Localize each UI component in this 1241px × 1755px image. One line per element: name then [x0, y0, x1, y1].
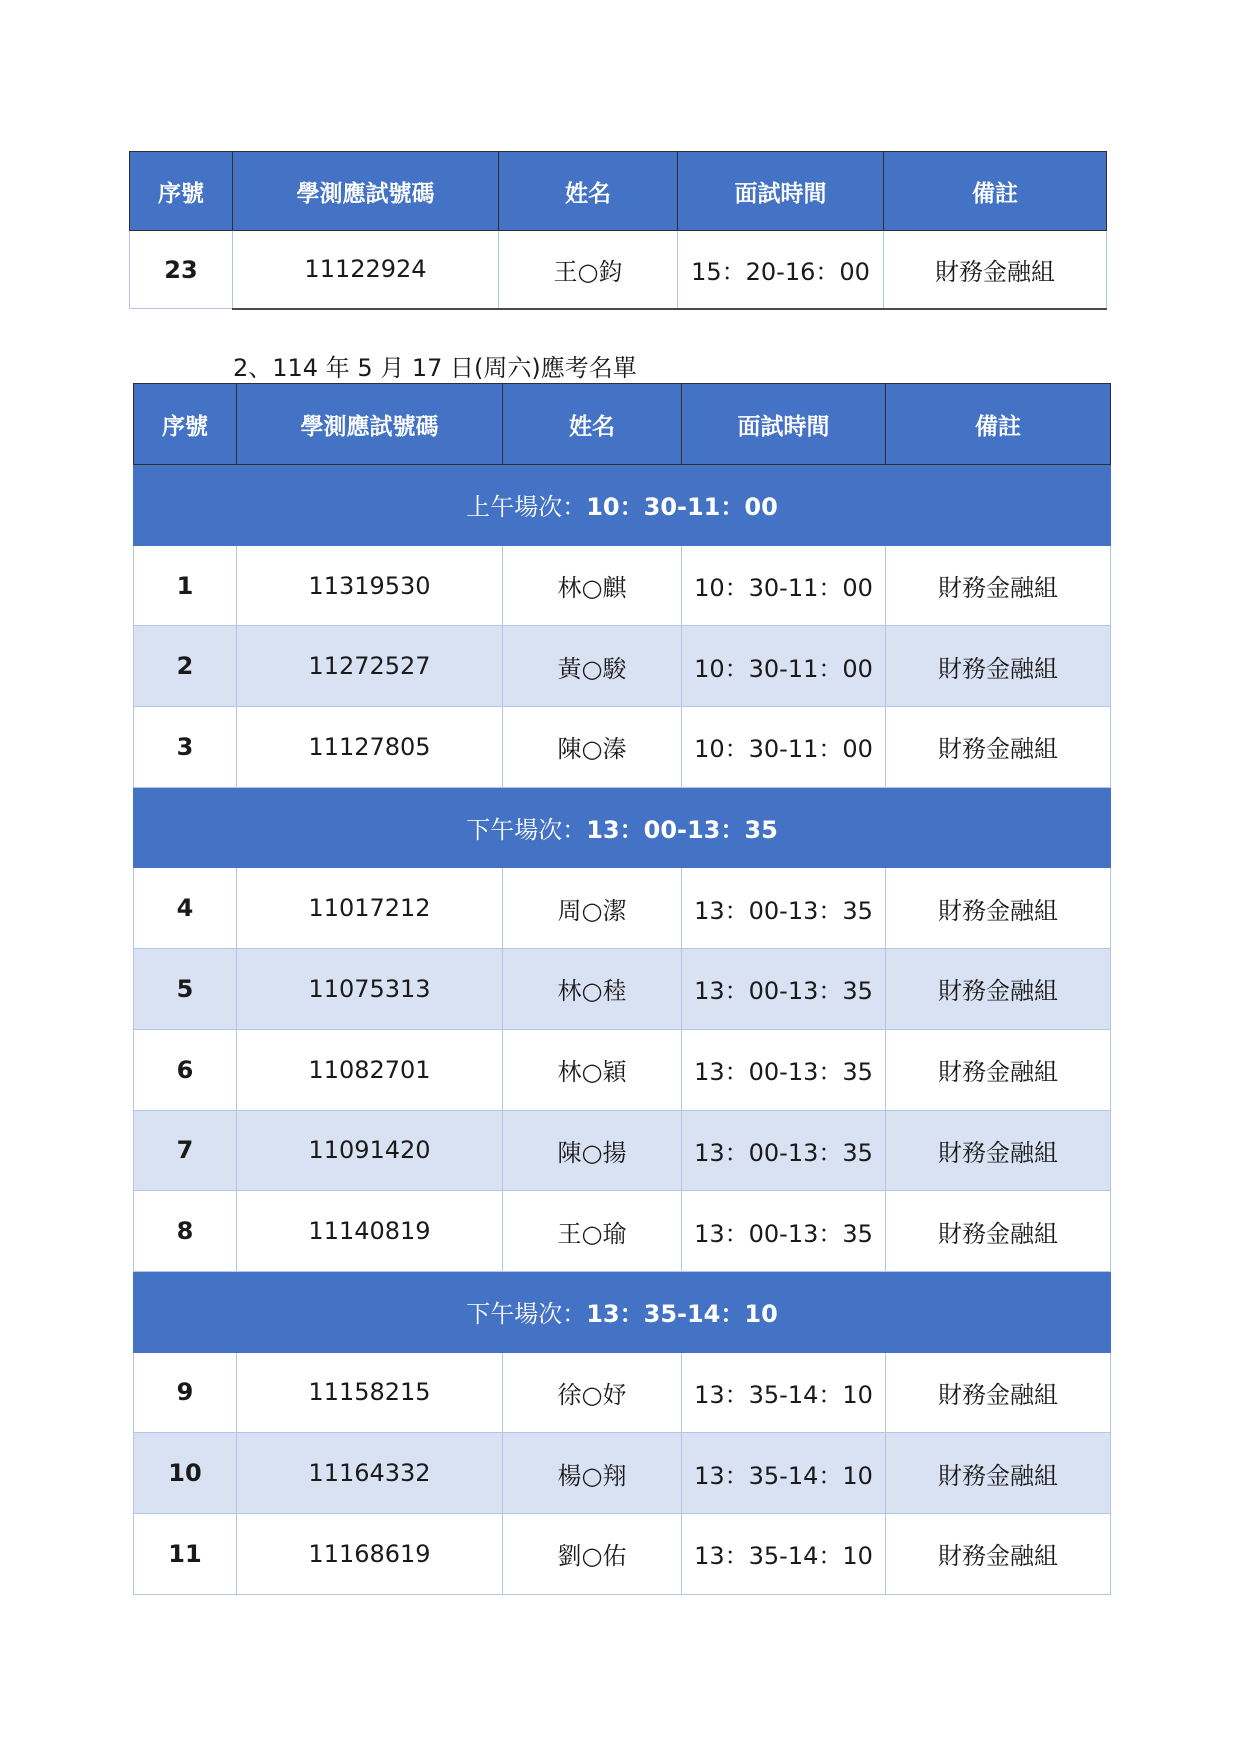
cell-interview-time: 13：35-14：10 [682, 1513, 886, 1594]
cell-seq: 8 [134, 1191, 237, 1272]
table-row [134, 1029, 1111, 1110]
cell-seq: 9 [134, 1352, 237, 1433]
section-heading: 2、114 年 5 月 17 日(周六)應考名單 [233, 354, 637, 382]
cell-seq: 10 [134, 1433, 237, 1514]
session-label: 上午場次： [466, 493, 587, 522]
cell-interview-time: 10：30-11：00 [682, 707, 886, 788]
cell-interview-time: 13：00-13：35 [682, 1029, 886, 1110]
cell-interview-time: 13：00-13：35 [682, 1191, 886, 1272]
table-row [134, 545, 1111, 626]
table-row [134, 707, 1111, 788]
table-row [134, 1513, 1111, 1594]
candidate-table-may17 [133, 383, 1111, 1595]
table-row [134, 949, 1111, 1030]
col-header-seq: 序號 [134, 384, 237, 465]
table-row [134, 1110, 1111, 1191]
cell-name: 陳○溱 [503, 707, 682, 788]
session-label: 下午場次： [466, 816, 587, 845]
table-row [134, 1433, 1111, 1514]
cell-note: 財務金融組 [886, 1433, 1111, 1514]
cell-note: 財務金融組 [886, 707, 1111, 788]
session-header-row [134, 1271, 1111, 1352]
cell-name: 林○穎 [503, 1029, 682, 1110]
cell-exam-id: 11122924 [233, 231, 499, 309]
session-label: 下午場次： [466, 1300, 587, 1329]
cell-note: 財務金融組 [886, 1110, 1111, 1191]
cell-exam-id: 11164332 [237, 1433, 503, 1514]
session-header-row [134, 787, 1111, 868]
cell-exam-id: 11140819 [237, 1191, 503, 1272]
cell-name: 黃○駿 [503, 626, 682, 707]
table-header-row [134, 384, 1111, 465]
cell-note: 財務金融組 [886, 868, 1111, 949]
cell-seq: 11 [134, 1513, 237, 1594]
cell-exam-id: 11272527 [237, 626, 503, 707]
session-time: 10：30-11：00 [586, 493, 778, 522]
cell-exam-id: 11017212 [237, 868, 503, 949]
cell-interview-time: 13：00-13：35 [682, 868, 886, 949]
cell-seq: 6 [134, 1029, 237, 1110]
table-row [134, 1352, 1111, 1433]
col-header-seq: 序號 [130, 152, 233, 231]
cell-interview-time: 13：35-14：10 [682, 1352, 886, 1433]
cell-seq: 4 [134, 868, 237, 949]
col-header-name: 姓名 [499, 152, 678, 231]
cell-seq: 1 [134, 545, 237, 626]
cell-note: 財務金融組 [886, 545, 1111, 626]
session-time: 13：00-13：35 [586, 816, 778, 845]
cell-name: 周○潔 [503, 868, 682, 949]
cell-exam-id: 11091420 [237, 1110, 503, 1191]
cell-exam-id: 11082701 [237, 1029, 503, 1110]
cell-exam-id: 11075313 [237, 949, 503, 1030]
cell-note: 財務金融組 [884, 231, 1107, 309]
cell-exam-id: 11168619 [237, 1513, 503, 1594]
cell-note: 財務金融組 [886, 949, 1111, 1030]
cell-name: 陳○揚 [503, 1110, 682, 1191]
cell-interview-time: 13：35-14：10 [682, 1433, 886, 1514]
cell-seq: 2 [134, 626, 237, 707]
cell-name: 劉○佑 [503, 1513, 682, 1594]
col-header-note: 備註 [886, 384, 1111, 465]
session-header [134, 787, 1111, 868]
cell-note: 財務金融組 [886, 1352, 1111, 1433]
col-header-exam-id: 學測應試號碼 [237, 384, 503, 465]
cell-name: 林○稑 [503, 949, 682, 1030]
candidate-table-continued [129, 151, 1107, 310]
table-row [134, 1191, 1111, 1272]
session-header-row [134, 465, 1111, 546]
table-row [130, 231, 1107, 309]
table-row [134, 626, 1111, 707]
col-header-interview-time: 面試時間 [682, 384, 886, 465]
cell-name: 徐○妤 [503, 1352, 682, 1433]
cell-note: 財務金融組 [886, 1513, 1111, 1594]
session-header [134, 465, 1111, 546]
session-header [134, 1271, 1111, 1352]
cell-interview-time: 10：30-11：00 [682, 545, 886, 626]
col-header-name: 姓名 [503, 384, 682, 465]
cell-exam-id: 11127805 [237, 707, 503, 788]
cell-interview-time: 13：00-13：35 [682, 949, 886, 1030]
cell-seq: 3 [134, 707, 237, 788]
cell-interview-time: 13：00-13：35 [682, 1110, 886, 1191]
cell-seq: 23 [130, 231, 233, 309]
session-time: 13：35-14：10 [586, 1300, 778, 1329]
col-header-interview-time: 面試時間 [678, 152, 884, 231]
cell-seq: 5 [134, 949, 237, 1030]
cell-exam-id: 11319530 [237, 545, 503, 626]
cell-name: 林○麒 [503, 545, 682, 626]
cell-name: 楊○翔 [503, 1433, 682, 1514]
table-row [134, 868, 1111, 949]
col-header-exam-id: 學測應試號碼 [233, 152, 499, 231]
col-header-note: 備註 [884, 152, 1107, 231]
cell-seq: 7 [134, 1110, 237, 1191]
cell-name: 王○鈞 [499, 231, 678, 309]
cell-note: 財務金融組 [886, 1029, 1111, 1110]
cell-interview-time: 15：20-16：00 [678, 231, 884, 309]
cell-note: 財務金融組 [886, 626, 1111, 707]
cell-interview-time: 10：30-11：00 [682, 626, 886, 707]
cell-note: 財務金融組 [886, 1191, 1111, 1272]
table-header-row [130, 152, 1107, 231]
cell-exam-id: 11158215 [237, 1352, 503, 1433]
cell-name: 王○瑜 [503, 1191, 682, 1272]
